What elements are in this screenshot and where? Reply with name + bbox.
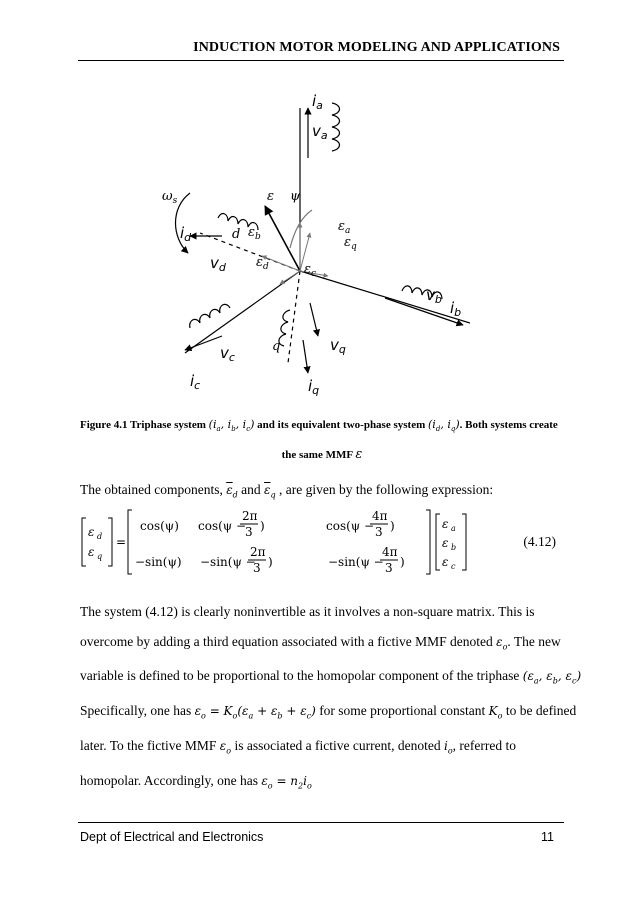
q-axis: [288, 271, 300, 363]
svg-text:c: c: [451, 562, 456, 571]
svg-text:ε: ε: [442, 536, 449, 550]
para-line-3: variable is defined to be proportional to the homopolar component of the triphase ($\varepsilon_a$, $\varepsilon_b$, $\varepsilon_c$): [80, 668, 582, 686]
label-vc: $v_c$: [220, 344, 235, 364]
equation-4-12: [80, 508, 564, 576]
eps-d-vec-symbol: $\overline{\varepsilon}_d$: [226, 483, 238, 500]
label-q-axis: q: [272, 339, 281, 354]
caption-line2: the same MMF: [281, 449, 353, 462]
caption-math-abc: ($i_a$, $i_b$, $i_c$): [208, 418, 255, 434]
label-ic: $i_c$: [190, 372, 201, 392]
svg-text:cos(ψ −: cos(ψ −: [198, 519, 247, 533]
figure-caption: [80, 418, 564, 462]
page-header-title: INDUCTION MOTOR MODELING AND APPLICATIONS: [193, 40, 560, 55]
body-paragraph: [80, 597, 582, 801]
svg-text:2π: 2π: [242, 509, 258, 523]
page-number: 11: [541, 830, 554, 844]
coil-c: [190, 304, 230, 328]
label-eps-b: $\varepsilon_b$: [248, 225, 261, 242]
svg-text:): ): [400, 555, 405, 569]
svg-text:cos(ψ −: cos(ψ −: [326, 519, 375, 533]
svg-text:cos(ψ): cos(ψ): [140, 519, 179, 533]
footer-rule: [78, 822, 564, 823]
svg-text:): ): [390, 519, 395, 533]
triphase-figure: [140, 88, 470, 403]
svg-text:q: q: [97, 552, 103, 561]
svg-text:−sin(ψ): −sin(ψ): [135, 555, 182, 569]
label-psi: ψ: [290, 189, 301, 204]
svg-text:b: b: [451, 543, 457, 552]
caption-part3: . Both systems create: [459, 419, 558, 431]
eps-q-vec-symbol: $\overline{\varepsilon}_q$: [264, 483, 276, 500]
caption-part2: and its equivalent two-phase system: [257, 419, 426, 431]
para-line-5: later. To the fictive MMF $\varepsilon_o$ is associated a fictive current, denoted $i_o$, referred to: [80, 738, 517, 756]
svg-text:=: =: [116, 535, 127, 549]
svg-text:2π: 2π: [250, 545, 266, 559]
svg-text:ε: ε: [442, 517, 449, 531]
iq-arrow: [303, 340, 308, 373]
svg-text:d: d: [97, 532, 103, 541]
caption-math-dq: ($i_d$, $i_q$): [428, 418, 460, 434]
svg-text:ε: ε: [442, 555, 449, 569]
coil-q: [279, 310, 290, 346]
svg-text:−sin(ψ −: −sin(ψ −: [328, 555, 384, 569]
b-axis: [300, 271, 470, 323]
svg-text:3: 3: [245, 525, 253, 539]
coil-a: [332, 103, 340, 151]
label-va: $v_a$: [312, 122, 328, 142]
label-vq: $v_q$: [330, 336, 346, 356]
svg-text:): ): [268, 555, 273, 569]
label-eps-d: $\varepsilon_d$: [256, 255, 269, 272]
label-vd: $v_d$: [210, 254, 226, 274]
svg-text:a: a: [451, 524, 456, 533]
svg-text:ε: ε: [88, 545, 95, 559]
footer-dept: Dept of Electrical and Electronics: [80, 830, 264, 844]
label-id: $i_d$: [180, 224, 192, 244]
label-omega: $\omega_s$: [162, 189, 178, 206]
header-rule: [78, 60, 564, 61]
para-line-6: homopolar. Accordingly, one has $\varepsilon_o = n_2i_o$: [80, 773, 312, 791]
label-eps-c: $\varepsilon_c$: [304, 262, 317, 279]
omega-arc: [176, 193, 191, 253]
caption-mmf-symbol: ε: [355, 447, 363, 463]
svg-text:−sin(ψ −: −sin(ψ −: [200, 555, 256, 569]
intro-sentence: The obtained components, $\overline{\varepsilon}_d$ and $\overline{\varepsilon}_q$ , are given by the following expression:: [80, 482, 494, 500]
svg-text:4π: 4π: [382, 545, 398, 559]
para-line-4: Specifically, one has $\varepsilon_o = K_o(\varepsilon_a + \varepsilon_b + \varepsilon_c)$ for some proportional constant $K_o$ to be defined: [80, 703, 577, 721]
label-eps-a: $\varepsilon_a$: [338, 219, 351, 236]
svg-text:3: 3: [385, 561, 393, 575]
ic-arrow: [185, 336, 222, 350]
label-ia: $i_a$: [312, 92, 323, 112]
c-axis: [185, 271, 300, 353]
label-eps: ε: [267, 189, 274, 204]
equation-number: (4.12): [523, 534, 556, 549]
eps-vector: [265, 206, 300, 271]
svg-text:3: 3: [375, 525, 383, 539]
caption-part1: Figure 4.1 Triphase system: [80, 419, 206, 431]
label-iq: $i_q$: [308, 377, 320, 397]
matrix-equation: [80, 508, 510, 576]
label-eps-q: $\varepsilon_q$: [344, 235, 357, 252]
label-vb: $v_b$: [426, 286, 442, 306]
para-line-1: The system (4.12) is clearly noninvertible as it involves a non-square matrix. This is: [80, 604, 535, 619]
vq-arrow: [310, 303, 318, 336]
svg-text:ε: ε: [88, 525, 95, 539]
page-footer: [80, 830, 564, 844]
label-ib: $i_b$: [450, 299, 462, 319]
svg-text:4π: 4π: [372, 509, 388, 523]
svg-text:3: 3: [253, 561, 261, 575]
para-line-2: overcome by adding a third equation associated with a fictive MMF denoted $\varepsilon_o$. The new: [80, 633, 561, 651]
psi-arc: [290, 210, 312, 248]
svg-text:): ): [260, 519, 265, 533]
eps-c-vector: [280, 271, 300, 284]
label-d-axis: d: [232, 227, 241, 242]
